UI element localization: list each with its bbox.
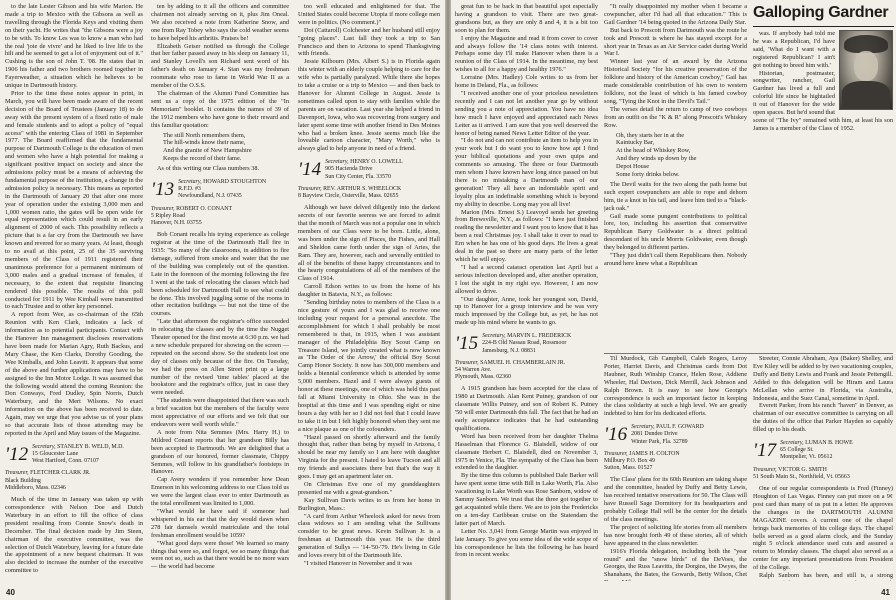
secretary-name: PAUL F. GOWARD [656,424,704,431]
secretary-address-1: R.F.D. #3 [178,186,201,193]
paragraph: One of our regular correspondents is Fred (Finney) Houghton of Las Vegas. Finney can put more on a 9¢ post card than many of us put in a letter. He approves the changes in the DARTMOUTH ALUMNI MAGAZINE covers. A current one of the chapel brings back memories of his college days. The chapel bells served as a good alarm clock, and the Sunday night 5 o'clock attendance used cuts and assured a return to Monday classes. The chapel also served as a center for any important presentations from President of the College. [753,485,893,572]
paragraph: Kay Sullivan Davis writes to us from her home in Burlington, Mass.: [298,496,440,512]
paragraph: Everett Parker, from his ranch "haven" in Denver, as chairman of our executive committee is carrying on all the duties of the office that Parker Hayden so capably filled up to his death. [753,402,893,434]
treasurer-name: FLETCHER CLARK JR. [30,470,91,477]
paragraph: "I visited Hanover in November and it was [304,560,413,568]
secretary-address-1: 15 Gloucester Lane [32,451,79,458]
paragraph: Bob Conant recalls his trying experience as college registrar at the time of the Dartmouth Hall fire in 1935: "So many of the classrooms, in addition to fire damage, suffered from smoke and water that the use of the building was completely out of the question. Late in the forenoon of the morning following the fire I went at the task of relocating the classes which had been scheduled for Dartmouth Hall to see what could be done. This involved juggling some of the rooms in other recitation buildings — but not the time of the courses. [151,231,289,318]
secretary-address-2: West Hartford, Conn. 07107 [32,458,99,465]
left-column-2 [151,3,289,581]
article-headline-box [753,2,894,27]
class-1917-treasurer: Treasurer, VICTOR G. SMITH 51 South Main St., Northfield, Vt. 05663 [753,467,893,481]
paragraph: Prior to the time these notes appear in print, in March, you will have been made aware of the recent decision of the Board of Trustees (January 18) to do away with the present system of a fixed ratio of male and female students and to adopt a policy of "equal access" with the entering Class of 1981 in September 1977. The Board reaffirmed that the fundamental purpose of Dartmouth College is the education of men and women who have a high potential for making a significant positive impact on society and since the admissions policy must be a means of achieving the fundamental purpose of the institution, a change in the admission policy is necessary. This means as reported in the Dartmouth of January 20 that after one more year of operation under the existing 3,000 men and 1,000 women ratio, the gates will be open wide for equal representation which could result in an early alignment of 2000 of each. This possibility reflects a picture that is a far cry from the Dartmouth we have known and revered for so many years. At least, though to no avail at this point, 25 of the 35 surviving members of the Class of 1911 registered their unanimous preference for a permanent minimum of 3,000 males and a gradual increase of females, if necessary, to the extent that requisite financing rendered this possible. The results of this poll conducted for 1911 by Wee Kimball were transmitted to each Trustee and to other key personnel. [5,89,143,311]
paragraph: Although we have delved diligently into the darkest secrets of our favorite seeress we are forced to admit that the month of March was not a popular one in which members of our Class were to be born. Little, alone, was born under the sign of Pisces, the Fishes, and Hall and Sheldon came forth under the sign of Aries, the Ram. They are, however, each and severally entitled to all of the benefits of these happy circumstances and to the hearty congratulations of all of the members of the Class of 1914. [298,204,440,283]
secretary-address-2: Newfoundland, N.J. 07435 [178,193,242,200]
class-1914-treasurer: Treasurer, REV. ARTHUR S. WHEELOCK 8 Bayview Circle, Osterville, Mass. 02655 [298,186,440,200]
paragraph: "The students were disappointed that there was such a brief vacation but the members of the faculty were most appreciative of our efforts and we felt that our endeavors were well worth while." [151,397,289,428]
class-number: '16 [604,424,628,446]
paragraph: Elizabeth Geiser notified us through the College that her father passed away in his sleep on January 11, and Stanley Lovell's son Richard sent word of his father's death on January 4. Stan was my freshman roommate who rose to fame in World War II as a member of the O.S.S. [151,42,289,90]
paragraph: Word has been received from her daughter Thelma Hasselman that Florence G. Blaisdell, widow of our classmate Herbert C. Blaisdell, died on November 3, 1975 in Venice, Fla. The sympathy of the Class has been extended to the daughter. [455,432,598,472]
left-column-3 [298,3,440,581]
col3-paras [298,3,440,153]
photo-col-paras [604,3,747,130]
treasurer-address-1: 51 South Main St., Northfield, Vt. 05663 [753,473,850,480]
paragraph: "Hazel passed on shortly afterward and the family thought that, rather than being by myself in Arizona, I should be near my family so I am here with daughter Virginia for the present. I hated to leave Tucson and all my friends and associates there but that's the way it goes. I may get an apartment later on. [298,433,440,481]
left-column-1 [5,3,143,581]
right-page [451,0,896,600]
secretary-name: HENRY O. LOWELL [350,159,403,166]
r-col2-paras [604,355,747,418]
treasurer-address-2: Sutton, Mass. 01527 [604,465,653,472]
poem-line: And they winds up down by the [616,155,697,163]
poem-line: Oh, they starts her in at the [616,131,685,139]
right-column-3-top [753,30,893,352]
poem-line: And the granite of New Hampshire [163,147,252,155]
paragraph: "Sending birthday notes to members of the Class is a nice gesture of yours and I was glad to receive one including your request for a personal anecdote. The accomplishment for which I shall probably be most remembered is that, in 1915, when I was assistant manager of the Philadelphia Boy Scout Camp on Treasure Island, we jointly created what is now known as 'The Order of the Arrow,' the official Boy Scout Camp Honor Society. It now has 300,000 members and holds a biennial conference which is attended by some 5,000 members. Hazel and I were always guests of honor at these meetings, one of which was held this past fall at Miami University in Ohio. She was in the hospital at this time and I was spending eight or nine hours a day with her so I did not feel that I could leave to take it in but I felt highly honored when they sent me a nice plaque as one of the cofounders. [298,299,440,433]
class-1912-treasurer: Treasurer, FLETCHER CLARK JR. Black Building Middleboro, Mass. 02346 [5,470,143,492]
paragraph: was. If anybody had told me he was a Republican, I'd have said, 'What do I want with a registered Republican? I ain't got nothing to breed him with.' [753,30,835,69]
poem-line: The still North remembers them, [163,131,246,139]
paragraph: Much of the time in January was taken up with correspondence with Nelson Doe and Dutch Waterbury in an effort to fill the office of class president resulting from Connie Snow's death in December. The final decision made by Jim Steen, chairman of the executive committee, was the selection of Dutch Waterbury, leaving for a future date the appointment of a new bequest chairman. It was also decided to increase the number of the executive committee to [5,496,143,575]
paragraph: I enjoy the Magazine and read it from cover to cover and always follow the '14 class notes with interest. Perhaps some day I'll make Hanover when there is a reunion of the Class of 1914. In the meantime, my best wishes to all for a happy and healthy 1976." [455,34,598,74]
right-column-1 [455,3,598,581]
treasurer-address-1: 54 Warren Ave. [455,366,492,373]
right-column-3 [753,355,893,581]
section-divider-rule [604,353,893,354]
gardner-photo [839,30,893,110]
col1-tail [5,496,143,575]
r-col3-tail [753,485,893,581]
right-column-2-top [604,3,747,353]
r-col1-paras [455,3,598,327]
paragraph: Historian, postmaster, songwriter, rancher, Gail Gardner has lived a full and colorful life since he hightailed it out of Hanover for the wide open spaces. But he'd sound that scene of "The Ivy" remained with him, at least his son James is a member of the Class of 1952. [753,69,893,132]
class-1913-header: '13 Secretary, HOWARD STOUGHTON R.F.D. #3 Newfoundland, N.J. 07435 [151,179,267,201]
secretary-address-1: 905 Hacienda Drive [325,166,373,173]
secretary-address-1: 2081 Dundee Drive [631,431,678,438]
class-1917-header: '17 Secretary, LUMAN B. HOWE 65 College St. Montpelier, Vt. 05612 [753,440,853,462]
class-1912-header: '12 Secretary, STANLEY B. WELD, M.D. 15 Gloucester Lane West Hartford, Conn. 07107 [5,443,124,465]
paragraph: "I received another one of your priceless newsletters recently and I can not let another year go by without sending you a note of appreciation. You have no idea how much I have enjoyed and appreciated each News Letter as it arrived. I am sure that you well deserved the honor of being named News Letter Editor of the year. [455,89,598,137]
treasurer-address-2: Plymouth, Mass. 02360 [455,374,511,381]
treasurer-address-1: 8 Bayview Circle, Osterville, Mass. 02655 [298,193,399,200]
secretary-name: MARVIN L. FREDERICK [507,333,572,340]
col2-tail [151,231,289,571]
paragraph: to the late Lester Gibson and his wife Marion. He made a trip to Mexico with the Gibsons as well as travelling through the Florida Keys and visiting them on their yacht. He writes that "the Gibsons were a joy to be with. To know Les was to know a man who had the real 'joie de vivre' and he liked to live life to the hilt and he seemed to get a lot of enjoyment out of it." Cushing is the son of John T. '08. He states that in 1906 his father and two brothers roomed together in Fayerweather, a situation which he believes to be unique in Dartmouth history. [5,3,143,90]
paragraph: "They just didn't call them Republicans then. Nobody around here knew what a Republican [604,252,747,267]
poem-line: The hill-winds know their name, [163,139,246,147]
r-col2-tail [604,476,747,581]
secretary-address-1: 65 College St. [780,447,814,454]
paragraph: "What good days were those! We learned so many things that were so, and forgot, we so many things that were not so, such as that there would be no more wars — the world had become [151,539,289,571]
poem-devils-tail [616,132,747,179]
treasurer-address-2: Middleboro, Mass. 02346 [5,484,66,491]
treasurer-name: JAMES H. COLTON [629,450,680,457]
col1-paras [5,3,143,438]
article-headline: Galloping Gardner [753,4,889,21]
paragraph: "I had a second cataract operation last April but a serious infection developed and, after another operation, I lost the sight in my right eye. However, I am now allowed to drive. [455,263,598,295]
treasurer-name: ROBERT O. CONANT [176,205,233,212]
paragraph: The chairman of the Alumni Fund Committee has sent us a copy of the 1975 edition of the "In Memoriam" booklet. It contains the names of 39 of the 1912 members who have gone to their reward and this familiar quotation: [151,89,289,129]
paragraph: Jessie Kilbourn (Mrs. Albert S.) is in Florida again this winter with an elderly couple helping to care for the wife who is partially paralyzed. While there she hopes to take a cruise or a trip to Mexico — and then back to Hanover for Alumni College in August. Jessie is sometimes called upon to stay with families while the parents are on vacation. Last year she helped a friend in Davenport, Iowa, who was recovering from surgery and later spent some time with another friend in Des Moines who had a broken knee. Jessie seems much like the loveable cartoon character, "Mary Worth," who is always glad to help anyone in need of a friend. [298,58,440,153]
paragraph: ten by adding to it all the officers and committee chairmen not already serving on it, plus Jim Oneal. We also received a note from Katherine Snow, and one from Ray Tobey who says the cold weather seems to have helped his arthritis. Praises be! [151,3,289,42]
class-1915-header: '15 Secretary, MARVIN L. FREDERICK 224-B Old Nassau Road, Rossmoor Jamesburg, N.J. 08831 [455,333,572,355]
class-1914-header: '14 Secretary, HENRY O. LOWELL 905 Hacienda Drive Sun City Center, Fla. 33570 [298,159,403,181]
paragraph: "Late that afternoon the registrar's office succeeded in relocating the classes and by the time the Nugget Theater opened for the first movie at 6:30 p.m. we had a new schedule prepared for showing on the screen — repeated on the second show. So the students lost one day of classes only because of the fire. On Tuesday, we had the press on Allen Street print up a large number of the revised 'time tables' placed at the bookstore and the registrar's office, just in case they were needed. [151,318,289,397]
secretary-address-1: 224-B Old Nassau Road, Rossmoor [482,340,567,347]
treasurer-name: SAMUEL H. CHAMBERLAIN JR. [480,359,566,366]
paragraph: "Our daughter, Anne, took her youngest son, David, up to Hanover for a group interview and he was very much impressed by the College but, as yet, he has not made up his mind where he wants to go. [455,295,598,327]
paragraph: "What would he have said if someone had whispered in his ear that the day would dawn when 278 fair damsels would matriculate and the total freshman enrollment would be 1059? [151,507,289,539]
secretary-name: HOWARD STOUGHTON [203,179,267,186]
paragraph: On Christmas Eve one of my granddaughters presented me with a great-grandson." [298,480,440,496]
r-col1-tail [455,385,598,559]
page-number-right: 41 [881,588,890,597]
col2-paras [151,3,289,130]
class-count-note: As of this writing our Class numbers 38. [157,165,260,173]
paragraph: But back to Prescott from Dartmouth was the route he took and Prescott is where he has stayed except for a short year in Texas as an Air Service cadet during World War I. [604,26,747,58]
treasurer-name: VICTOR G. SMITH [778,466,827,473]
paragraph: The verses detail the return to camp of two cowboys from an outfit on the "K & R" along Prescott's Whiskey Row. [604,105,747,129]
treasurer-address-1: Black Building [5,477,41,484]
r-col3-paras [753,355,893,434]
paragraph: Til Murdock, Gib Campbell, Caleb Rogers, Leroy Porter, Harriet Davis, and Christmas cards from Dot Haubner, Ruth Winship Crance, Helen Rose, Addiene Wheeler, Hal Davison, Dick Merrill, Jack Johnson and Ralph Brown. It is easy to see how George's correspondence is such an important factor in keeping the class solidarity at such a high level. We are greatly indebted to him for his dedicated efforts. [604,355,747,418]
class-number: '15 [455,333,479,355]
secretary-address-2: Sun City Center, Fla. 33570 [325,173,391,180]
paragraph: Winner last year of an award by the Arizona Historical Society "for his creative preservation of the folklore and history of the American cowboy," Gail has made considerable contribution of his own to western folklore, not the least of which is his famed cowboy song, "Tying the Knot in the Devil's Tail." [604,58,747,105]
class-1915-treasurer: Treasurer, SAMUEL H. CHAMBERLAIN JR. 54 Warren Ave. Plymouth, Mass. 02360 [455,360,598,382]
class-number: '14 [298,159,322,181]
poem-line: Depot House [616,163,650,171]
paragraph: "I do not and can not contribute an item to help you in your work but I do want you to know how apt I find your biblical quotations and your own quips and comments so amusing. The three or four Dartmouth men whom I have known have long since passed on but there is no mistaking a Dartmouth man of our generation! They all have an indomitable spirit and loyalty plus an indefinable something which is beyond my ability to describe. Long may you all live! [455,137,598,208]
treasurer-name: REV. ARTHUR S. WHEELOCK [323,185,402,192]
paragraph: 1916's Florida delegation, including both the "year round" and the "snow birds" of the DeVoes, the Georges, the Russ Leavitts, the Dorgins, the Dwyes, the Shanahans, the Bates, the Gowards, Betty Wilson, Chet [604,547,747,579]
class-number: '13 [151,179,175,201]
paragraph: "A card from Arthur Wheelock asked for news from class widows so I am sending what the Sullivans consider to be great news. Kevin Sullivan Jr. is a freshman at Dartmouth this year. He is the third generation of Sullys — '14-'50-'79. He's living in Gile and loves every bit of the Dartmouth life. [298,512,440,560]
class-number: '12 [5,443,29,465]
class-1916-treasurer: Treasurer, JAMES H. COLTON Millbury P.O. Box 49 Sutton, Mass. 01527 [604,451,747,473]
paragraph: Letter No. 3,041 from George Martin was enjoyed in late January. To give you some idea of the wide scope of his correspondence he lists the following he has heard from in recent weeks: [455,527,598,559]
photo-col-tail [604,181,747,268]
paragraph: "It really disappointed my mother when I became a cowpuncher, after I'd had all that education." This is Gail Gardner '14 being quoted in the Arizona Daily Star. [604,3,747,26]
treasurer-address-1: 5 Ripley Road [151,212,186,219]
paragraph: The Class' plans for its 60th Reunion are taking shape and the committee, headed by Duffy and Betty Lewis, has received tentative reservations for 50. The Class will have Russell Sage Dormitory for its headquarters and probably College Hall will be the center for the details of the class meetings. [604,476,747,523]
class-1913-treasurer: Treasurer, ROBERT O. CONANT 5 Ripley Road Hanover, N.H. 03755 [151,206,289,228]
paragraph: Streeter, Connie Abraham, Aya (Baker) Shelley, and Eve Kiley will be added to by two vacationing couples, Duffy and Betty Lewis and Frank and Jessie Pettengill. Added to this delegation will be Hiram and Laura McLellan who arrive in Florida, via Australia, Indonesia, and the Suez Canal, sometime in April. [753,355,893,402]
paragraph: Lorraine (Mrs. Hadley) Cole writes to us from her home in Deland, Fla., as follows: [455,74,598,90]
treasurer-address-2: Hanover, N.H. 03755 [151,220,202,227]
poem-line: Keeps the record of their fame. [163,155,242,163]
poem-in-memoriam [163,132,289,164]
secretary-name: STANLEY B. WELD, M.D. [57,443,124,450]
paragraph: The Devil waits for the two along the path home but such expert cowpunchers are able to rope and dehorn him, tie a knot in his tail, and leave him tied to a "black-jack oak." [604,180,747,212]
paragraph: A 1915 grandson has been accepted for the class of 1980 at Dartmouth. Alan Kent Putney, grandson of our classmate Willis Putney, and son of Robert K. Putney '50 will enter Dartmouth this fall. The fact that he had an early acceptance indicates that he had outstanding qualifications. [455,385,598,432]
right-column-2 [604,355,747,581]
paragraph: Dot (Cattaroll) Colchester and her husband still enjoy "going places". Last fall they took a trip to San Francisco and then to Arizona to spend Thanksgiving with friends. [298,26,440,58]
class-number: '17 [753,440,777,462]
paragraph: By the time this column is published Dale Barker will have spent some time with Bill in Lake Worth, Fla. Also vacationing in Lake Worth was Rose Sanborn, widow of Sammy Sanborn. We trust that the three got together to get acquainted while there. We are to join the Fredericks on a ten-day Caribbean cruise on the Statendam the latter part of March. [455,472,598,527]
poem-line: Kaintucky Bar, [616,139,655,147]
paragraph: A report from Wee, as co-chairman of the 65th Reunion with Ken Clark, indicates a lack of information as to potential participants. Contact with the Hanover Inn management discloses reservations have been made for Marian Agry, Ruth Backus, and Mary Chase, the Ken Clarks, Dorothy Gooding, the Wee Kimballs, and John Leavitt. It appears that some of the above and further applications may have to be assigned to the Inn Motor Lodge. It was assumed that the following would attend the coming Reunion: the Don Conways, Fred Dudley, Spin Norris, Dutch Waterbury, and the Mert Wilsons. No exact information on the above has been received to date. Again, may we urge that you advise us of your plans so that accurate lists of those attending may be reported in the April and May issues of the Magazine. [5,311,143,437]
poem-line: Some forty drinks below. [616,171,680,179]
treasurer-address-1: Millbury P.O. Box 49 [604,458,655,465]
paragraph: Cap Avery wonders if you remember how Dean Emerson in his welcoming address to our Class told us we were the largest class ever to enter Dartmouth as the total enrollment was limited to 1,000. [151,476,289,508]
paragraph: A note from Nita Semmes (Mrs. Harry H.) to Mildred Conant reports that her grandson Billy has been accepted to Dartmouth. We are delighted that a grandson of our honored, former classmate, Chippy Semmes, will follow in his grandfather's footsteps in Hanover. [151,428,289,476]
paragraph: Carroll Edson writes to us from the home of his daughter in Batavia, N.Y., as follows: [298,283,440,299]
secretary-address-2: Montpelier, Vt. 05612 [780,454,833,461]
col3-tail [298,204,440,568]
poem-line: At the head of Whiskey Row, [616,147,691,155]
secretary-name: LUMAN B. HOWE [805,440,853,447]
secretary-address-2: Winter Park, Fla. 32789 [631,438,688,445]
page-number-left: 40 [6,588,15,597]
paragraph: great fun to be back in that beautiful spot especially having a grandson to visit. There are two great-grandsons but, as they are only 8 and 4, it is a bit too soon to plan for them. [455,3,598,34]
left-page [0,0,445,600]
paragraph: too well educated and enlightened for that. The United States could become Utopia if more college men were in politics. (No comment.)" [298,3,440,26]
paragraph: The project of soliciting life stories from all members has now brought forth 49 of these stories, all of which have appeared in the class newsletter. [604,523,747,547]
secretary-address-2: Jamesburg, N.J. 08831 [482,347,536,354]
class-1916-header: '16 Secretary, PAUL F. GOWARD 2081 Dundee Drive Winter Park, Fla. 32789 [604,424,704,446]
paragraph: Ralph Sanborn has been, and still is, a strong [759,572,893,580]
paragraph: Gail made some pungent contributions to political lore, too, including his assertion that conservative Republican Barry Goldwater is a direct political descendant of his uncle Morris Goldwater, even though they belonged to different parties. [604,212,747,252]
paragraph: Marion (Mrs. Ernest S.) Leavoyd sends her greeting from Brewsville, N.Y., as follows: "I have just finished reading the newsletter and I want you to know that it has been a real Christmas joy. I shall take it over to read to Ern when he has one of his good days. He lives a great deal in the past so there are many parts of the letter which he will enjoy. [455,208,598,263]
